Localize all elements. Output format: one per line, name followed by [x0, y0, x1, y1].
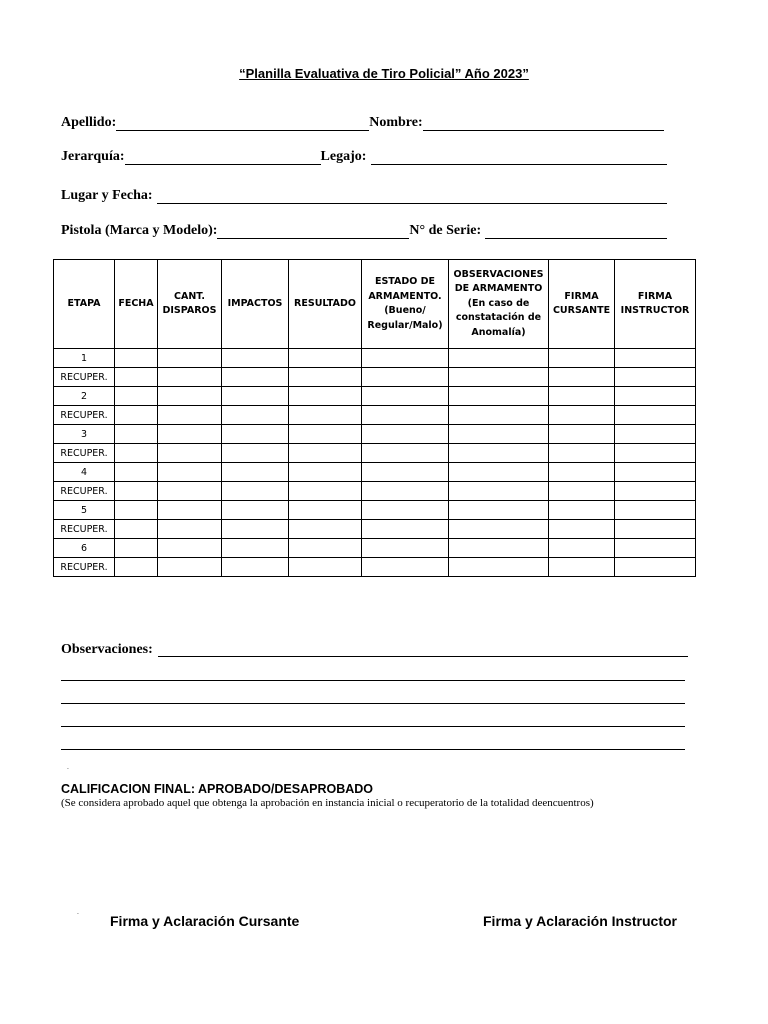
input-cell[interactable]	[549, 501, 615, 520]
input-cell[interactable]	[158, 387, 222, 406]
input-cell[interactable]	[158, 482, 222, 501]
input-cell[interactable]	[289, 349, 362, 368]
firma-instructor-label: Firma y Aclaración Instructor	[483, 913, 677, 929]
nombre-label: Nombre:	[369, 115, 423, 130]
input-cell[interactable]	[362, 539, 449, 558]
input-cell[interactable]	[362, 444, 449, 463]
input-cell[interactable]	[158, 558, 222, 577]
header-fecha: FECHA	[115, 260, 158, 349]
header-firma-instructor: FIRMA INSTRUCTOR	[615, 260, 696, 349]
input-cell[interactable]	[549, 387, 615, 406]
input-cell[interactable]	[158, 444, 222, 463]
field-row-lugar-fecha	[61, 186, 667, 204]
input-cell[interactable]	[615, 463, 696, 482]
etapa-cell: RECUPER.	[54, 482, 115, 501]
observaciones-label: Observaciones:	[61, 642, 153, 657]
stray-dot-2: .	[77, 909, 79, 916]
input-cell[interactable]	[289, 444, 362, 463]
input-cell[interactable]	[222, 444, 289, 463]
input-cell[interactable]	[289, 558, 362, 577]
input-cell[interactable]	[222, 501, 289, 520]
input-cell[interactable]	[449, 463, 549, 482]
header-estado-armamento: ESTADO DE ARMAMENTO. (Bueno/ Regular/Malo)	[362, 260, 449, 349]
field-row-pistola-serie	[61, 221, 667, 239]
header-etapa: ETAPA	[54, 260, 115, 349]
input-cell[interactable]	[289, 520, 362, 539]
input-cell[interactable]	[449, 444, 549, 463]
input-cell[interactable]	[615, 425, 696, 444]
input-cell[interactable]	[289, 406, 362, 425]
input-cell[interactable]	[158, 406, 222, 425]
etapa-cell: RECUPER.	[54, 368, 115, 387]
input-cell[interactable]	[115, 482, 158, 501]
input-cell[interactable]	[549, 539, 615, 558]
legajo-field[interactable]	[371, 150, 667, 165]
input-cell[interactable]	[362, 482, 449, 501]
input-cell[interactable]	[449, 349, 549, 368]
lugar-fecha-label: Lugar y Fecha:	[61, 188, 153, 203]
lugar-fecha-field[interactable]	[157, 189, 667, 204]
input-cell[interactable]	[549, 425, 615, 444]
input-cell[interactable]	[362, 425, 449, 444]
input-cell[interactable]	[115, 539, 158, 558]
input-cell[interactable]	[115, 406, 158, 425]
calificacion-final: CALIFICACION FINAL: APROBADO/DESAPROBADO	[61, 782, 374, 796]
table-row	[54, 539, 696, 558]
evaluation-table	[53, 259, 696, 577]
input-cell[interactable]	[449, 539, 549, 558]
input-cell[interactable]	[158, 539, 222, 558]
stray-dot: .	[67, 764, 69, 771]
input-cell[interactable]	[449, 482, 549, 501]
table-row	[54, 520, 696, 539]
header-resultado: RESULTADO	[289, 260, 362, 349]
observaciones-line-5[interactable]	[61, 734, 685, 750]
table-row	[54, 444, 696, 463]
input-cell[interactable]	[615, 501, 696, 520]
input-cell[interactable]	[115, 387, 158, 406]
field-row-apellido-nombre	[61, 113, 664, 131]
input-cell[interactable]	[362, 463, 449, 482]
input-cell[interactable]	[549, 463, 615, 482]
etapa-cell: RECUPER.	[54, 558, 115, 577]
input-cell[interactable]	[362, 387, 449, 406]
table-row	[54, 387, 696, 406]
header-firma-cursante: FIRMA CURSANTE	[549, 260, 615, 349]
observaciones-line-2[interactable]	[61, 665, 685, 681]
input-cell[interactable]	[615, 387, 696, 406]
input-cell[interactable]	[362, 558, 449, 577]
input-cell[interactable]	[615, 558, 696, 577]
calificacion-note: (Se considera aprobado aquel que obtenga la aprobación en instancia inicial o recuperatorio de la totalidad deencuentros)	[61, 797, 594, 809]
jerarquia-field[interactable]	[125, 150, 321, 165]
table-row	[54, 368, 696, 387]
input-cell[interactable]	[222, 387, 289, 406]
input-cell[interactable]	[615, 349, 696, 368]
input-cell[interactable]	[615, 444, 696, 463]
input-cell[interactable]	[615, 368, 696, 387]
input-cell[interactable]	[549, 520, 615, 539]
input-cell[interactable]	[449, 501, 549, 520]
input-cell[interactable]	[115, 520, 158, 539]
input-cell[interactable]	[549, 558, 615, 577]
etapa-cell: RECUPER.	[54, 520, 115, 539]
table-row	[54, 349, 696, 368]
header-observaciones-armamento: OBSERVACIONES DE ARMAMENTO (En caso de constatación de Anomalía)	[449, 260, 549, 349]
input-cell[interactable]	[289, 539, 362, 558]
input-cell[interactable]	[289, 425, 362, 444]
input-cell[interactable]	[549, 406, 615, 425]
input-cell[interactable]	[158, 520, 222, 539]
input-cell[interactable]	[115, 349, 158, 368]
input-cell[interactable]	[449, 520, 549, 539]
input-cell[interactable]	[289, 482, 362, 501]
input-cell[interactable]	[289, 463, 362, 482]
input-cell[interactable]	[222, 406, 289, 425]
input-cell[interactable]	[449, 558, 549, 577]
serie-label: N° de Serie:	[409, 223, 482, 238]
etapa-cell: 1	[54, 349, 115, 368]
input-cell[interactable]	[449, 387, 549, 406]
table-header-row	[54, 260, 696, 349]
input-cell[interactable]	[362, 501, 449, 520]
pistola-field[interactable]	[217, 224, 409, 239]
input-cell[interactable]	[615, 539, 696, 558]
input-cell[interactable]	[549, 349, 615, 368]
input-cell[interactable]	[115, 444, 158, 463]
header-cant-disparos: CANT. DISPAROS	[158, 260, 222, 349]
observaciones-line-3[interactable]	[61, 688, 685, 704]
input-cell[interactable]	[158, 425, 222, 444]
input-cell[interactable]	[289, 368, 362, 387]
input-cell[interactable]	[115, 501, 158, 520]
etapa-cell: RECUPER.	[54, 444, 115, 463]
pistola-label: Pistola (Marca y Modelo):	[61, 223, 218, 238]
input-cell[interactable]	[222, 482, 289, 501]
observaciones-line-1[interactable]	[158, 641, 688, 657]
table-row	[54, 425, 696, 444]
input-cell[interactable]	[222, 368, 289, 387]
input-cell[interactable]	[615, 520, 696, 539]
input-cell[interactable]	[449, 425, 549, 444]
input-cell[interactable]	[615, 406, 696, 425]
input-cell[interactable]	[362, 406, 449, 425]
serie-field[interactable]	[485, 224, 667, 239]
input-cell[interactable]	[289, 387, 362, 406]
etapa-cell: RECUPER.	[54, 406, 115, 425]
etapa-cell: 2	[54, 387, 115, 406]
input-cell[interactable]	[362, 368, 449, 387]
input-cell[interactable]	[362, 520, 449, 539]
table-row	[54, 406, 696, 425]
firma-cursante-label: Firma y Aclaración Cursante	[110, 913, 300, 929]
header-impactos: IMPACTOS	[222, 260, 289, 349]
input-cell[interactable]	[222, 558, 289, 577]
etapa-cell: 4	[54, 463, 115, 482]
input-cell[interactable]	[158, 501, 222, 520]
input-cell[interactable]	[549, 368, 615, 387]
table-row	[54, 501, 696, 520]
input-cell[interactable]	[158, 349, 222, 368]
observaciones-line-4[interactable]	[61, 711, 685, 727]
input-cell[interactable]	[115, 425, 158, 444]
apellido-field[interactable]	[116, 116, 369, 131]
field-row-jerarquia-legajo	[61, 147, 667, 165]
table-row	[54, 482, 696, 501]
etapa-cell: 5	[54, 501, 115, 520]
apellido-label: Apellido:	[61, 115, 117, 130]
input-cell[interactable]	[222, 463, 289, 482]
document-title: “Planilla Evaluativa de Tiro Policial” Año 2023”	[239, 66, 529, 81]
input-cell[interactable]	[289, 501, 362, 520]
nombre-field[interactable]	[423, 116, 664, 131]
input-cell[interactable]	[115, 463, 158, 482]
input-cell[interactable]	[115, 368, 158, 387]
input-cell[interactable]	[449, 368, 549, 387]
input-cell[interactable]	[549, 444, 615, 463]
input-cell[interactable]	[222, 349, 289, 368]
input-cell[interactable]	[222, 520, 289, 539]
table-row	[54, 463, 696, 482]
table-row	[54, 558, 696, 577]
jerarquia-label: Jerarquía:	[61, 149, 125, 164]
etapa-cell: 6	[54, 539, 115, 558]
etapa-cell: 3	[54, 425, 115, 444]
input-cell[interactable]	[115, 558, 158, 577]
input-cell[interactable]	[549, 482, 615, 501]
input-cell[interactable]	[615, 482, 696, 501]
input-cell[interactable]	[449, 406, 549, 425]
input-cell[interactable]	[222, 539, 289, 558]
legajo-label: Legajo:	[320, 149, 367, 164]
input-cell[interactable]	[158, 463, 222, 482]
input-cell[interactable]	[158, 368, 222, 387]
input-cell[interactable]	[222, 425, 289, 444]
input-cell[interactable]	[362, 349, 449, 368]
